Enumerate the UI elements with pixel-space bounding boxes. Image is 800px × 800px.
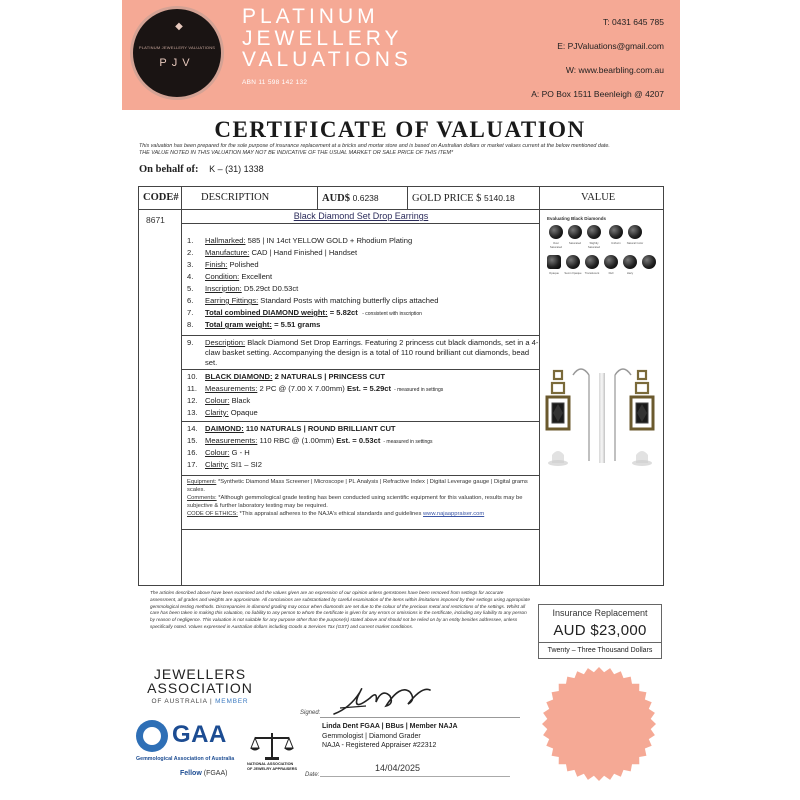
item-title: Black Diamond Set Drop Earrings	[293, 211, 429, 221]
gaa-subtitle: Gemmological Association of Australia	[136, 756, 235, 762]
chart-title: Evaluating Black Diamonds	[547, 216, 607, 221]
naja-text: NATIONAL ASSOCIATION OF JEWELRY APPRAISERS	[247, 762, 298, 771]
equipment-line: Equipment: *Synthetic Diamond Mass Screener | Microscope | PL Analysis | Refractive Index | Digital Leverage gauge | Digital grams scales.	[187, 479, 528, 493]
company-logo	[130, 6, 224, 100]
ja-subline: OF AUSTRALIA | MEMBER	[151, 698, 249, 705]
detail-row-17: 17. Clarity: SI1 – SI2	[187, 460, 262, 469]
chart-caption-6: Opaque	[549, 271, 559, 275]
date-label: Date:	[305, 772, 320, 778]
certificate-title: CERTIFICATE OF VALUATION	[214, 117, 586, 142]
valuation-table	[138, 186, 664, 586]
diamond-sample-10	[623, 255, 637, 269]
diamond-sample-11	[642, 255, 656, 269]
code-column-divider	[181, 187, 182, 585]
signed-label: Signed:	[300, 710, 321, 716]
equipment-notes	[187, 478, 539, 518]
detail-row-16: 16. Colour: G - H	[187, 448, 250, 457]
detail-row-11: 11. Measurements: 2 PC @ (7.00 X 7.00mm) Est. = 5.29ct - measured in settings	[187, 384, 444, 393]
insurance-label: Insurance Replacement	[552, 608, 648, 618]
insurance-replacement-box	[538, 604, 662, 659]
naja-link[interactable]: www.najaappraiser.com	[423, 511, 485, 517]
detail-row-2: 2. Manufacture: CAD | Hand Finished | Handset	[187, 248, 358, 257]
valuation-disclaimer	[139, 143, 669, 157]
brand-line-3: VALUATIONS	[242, 48, 412, 71]
section-divider-5	[181, 529, 539, 530]
behalf-label: On behalf of:	[139, 164, 199, 175]
signer-details	[322, 722, 458, 751]
diamond-sample-7	[566, 255, 580, 269]
aud-divider	[317, 187, 318, 209]
left-earring	[547, 369, 589, 466]
section-divider-3	[181, 421, 539, 422]
detail-row-9: 9. Description: Black Diamond Set Drop Earrings. Featuring 2 princess cut black diamonds, set in a 4-claw basket setting. Accompanying the design is a total of 110 round brilliant cut diamonds, bead set.	[187, 338, 539, 367]
signer-name: Linda Dent FGAA | BBus | Member NAJA	[322, 723, 458, 730]
chart-caption-8: Translucent	[584, 271, 600, 275]
detail-row-1: 1. Hallmarked: 585 | IN 14ct YELLOW GOLD + Rhodium Plating	[187, 236, 413, 245]
detail-row-15: 15. Measurements: 110 RBC @ (1.00mm) Est. = 0.53ct - measured in settings	[187, 436, 433, 445]
chart-caption-3: Slightly Saturated	[587, 241, 601, 249]
signer-registration: NAJA - Registered Appraiser #22312	[322, 742, 437, 749]
header-banner	[122, 0, 680, 110]
brand-line-1: PLATINUM	[242, 5, 379, 28]
logo-tiny-text: PLATINUM JEWELLERY VALUATIONS	[138, 45, 216, 50]
diamond-sample-9	[604, 255, 618, 269]
chart-caption-10: Hazy	[626, 271, 634, 275]
diamond-sample-5	[628, 225, 642, 239]
contact-info	[531, 17, 664, 113]
detail-row-5: 5. Inscription: D5.29ct D0.53ct	[187, 284, 299, 293]
ja-line-1: JEWELLERS	[153, 666, 247, 682]
item-code: 8671	[146, 215, 165, 225]
seal-shape	[542, 667, 656, 781]
brand-title	[242, 6, 482, 71]
company-seal	[541, 666, 657, 782]
diamond-sample-2	[568, 225, 582, 239]
description-header: DESCRIPTION	[201, 192, 270, 203]
gaa-text: GAA	[172, 721, 227, 748]
ja-line-2: ASSOCIATION	[147, 680, 253, 696]
gem-icon: ◆	[175, 21, 183, 32]
detail-row-3: 3. Finish: Polished	[187, 260, 259, 269]
value-header: VALUE	[581, 192, 616, 203]
gold-price-header: GOLD PRICE $ 5140.18	[412, 193, 515, 204]
disclaimer-line-2: THE VALUE NOTED IN THIS VALUATION MAY NOT BE INDICATIVE OF THE USUAL MARKET OR SALE PRICE OF THIS ITEM*	[139, 150, 454, 156]
value-column-divider	[539, 187, 540, 585]
signer-title: Gemmologist | Diamond Grader	[322, 732, 421, 740]
contact-address: A: PO Box 1511 Beenleigh @ 4207	[531, 89, 664, 99]
black-diamond-chart	[541, 213, 661, 287]
date-value: 14/04/2025	[375, 763, 421, 773]
naja-logo	[247, 730, 297, 784]
section-divider-1	[181, 335, 539, 336]
right-earring	[615, 369, 653, 466]
ethics-line: CODE OF ETHICS: *This appraisal adheres to the NAJA's ethical standards and guidelines www.najaappraiser.com	[187, 511, 485, 517]
fellow-title: Fellow (FGAA)	[180, 770, 228, 777]
header-divider	[139, 209, 663, 210]
gaa-logo	[136, 718, 246, 778]
title-divider	[181, 223, 539, 224]
brand-line-2: JEWELLERY	[242, 26, 403, 50]
diamond-sample-3	[587, 225, 601, 239]
detail-row-12: 12. Colour: Black	[187, 396, 251, 405]
insurance-value: AUD $23,000	[553, 622, 647, 639]
section-divider-2	[181, 369, 539, 370]
legal-terms: The articles described above have been examined and the values given are an expression of our opinion unless gemstones have been removed from settings for accurate assessment, all grades and weights are approximate. All conclusions are substantiated by careful examination of the items within limitations imposed by their settings using appropriate gemmological testing methods. Discrepancies in diamond grading may occur when diamonds are set due to the colour of the precious metal and restrictions of the settings. Whilst all care has been taken in making this valuation, no liability to any person to whom the certificate is given for any errors or omissions in the certificate, including any liability to any person by reason of negligence. This valuation is not suitable for any purpose other than the purpose(s) stated above and should not be relied on by an entity besides addressee, unless specifically noted. Values expressed in Australian dollars including Goods & Services Tax (GST) and current market conditions.	[150, 590, 530, 629]
date-line	[320, 776, 510, 777]
code-header: CODE#	[143, 192, 179, 203]
scales-icon	[247, 730, 297, 762]
abn-number: ABN 11 598 142 132	[242, 79, 308, 86]
behalf-value: K – (31) 1338	[209, 164, 264, 174]
aud-header: AUD$ 0.6238	[322, 193, 379, 204]
detail-row-8: 8. Total gram weight: = 5.51 grams	[187, 320, 321, 329]
gaa-globe-icon	[136, 720, 168, 752]
contact-phone[interactable]: T: 0431 645 785	[603, 17, 664, 27]
logo-monogram: PJV	[159, 57, 195, 69]
chart-caption-7: Semi-Opaque	[564, 271, 582, 275]
signature	[330, 678, 440, 720]
insurance-divider	[539, 642, 661, 643]
chart-caption-4: Uniform	[611, 241, 621, 245]
chart-caption-5: Natural Color	[626, 241, 644, 245]
diamond-sample-1	[549, 225, 563, 239]
contact-email[interactable]: E: PJValuations@gmail.com	[557, 41, 664, 51]
jewellers-association-logo	[140, 667, 260, 705]
disclaimer-line-1: This valuation has been prepared for the sole purpose of insurance replacement at a bricks and mortar store and is based on Australian dollars or market values current at the below mentioned date.	[139, 143, 610, 149]
section-divider-4	[181, 475, 539, 476]
detail-row-7: 7. Total combined DIAMOND weight: = 5.82ct - consistent with inscription	[187, 308, 422, 317]
diamond-sample-6	[547, 255, 561, 269]
detail-row-10: 10. BLACK DIAMOND: 2 NATURALS | PRINCESS CUT	[187, 372, 386, 381]
detail-row-4: 4. Condition: Excellent	[187, 272, 273, 281]
chart-caption-9: Dull	[608, 271, 614, 275]
signature-line	[320, 717, 520, 718]
comments-line: Comments: *Although gemmological grade testing has been conducted using scientific equipment for this valuation, results may be subjective & further laboratory testing may be required.	[187, 495, 523, 509]
insurance-value-words: Twenty – Three Thousand Dollars	[547, 647, 653, 654]
detail-row-13: 13. Clarity: Opaque	[187, 408, 258, 417]
contact-web[interactable]: W: www.bearbling.com.au	[565, 65, 664, 75]
chart-caption-1: Over Saturated	[549, 241, 563, 249]
diamond-sample-4	[609, 225, 623, 239]
diamond-sample-8	[585, 255, 599, 269]
on-behalf-of	[139, 164, 264, 175]
earrings-photo	[543, 363, 661, 483]
detail-row-14: 14. DAIMOND: 110 NATURALS | ROUND BRILLIANT CUT	[187, 424, 396, 433]
detail-row-6: 6. Earring Fittings: Standard Posts with matching butterfly clips attached	[187, 296, 439, 305]
chart-caption-2: Saturated	[568, 241, 582, 245]
gold-divider	[407, 187, 408, 209]
